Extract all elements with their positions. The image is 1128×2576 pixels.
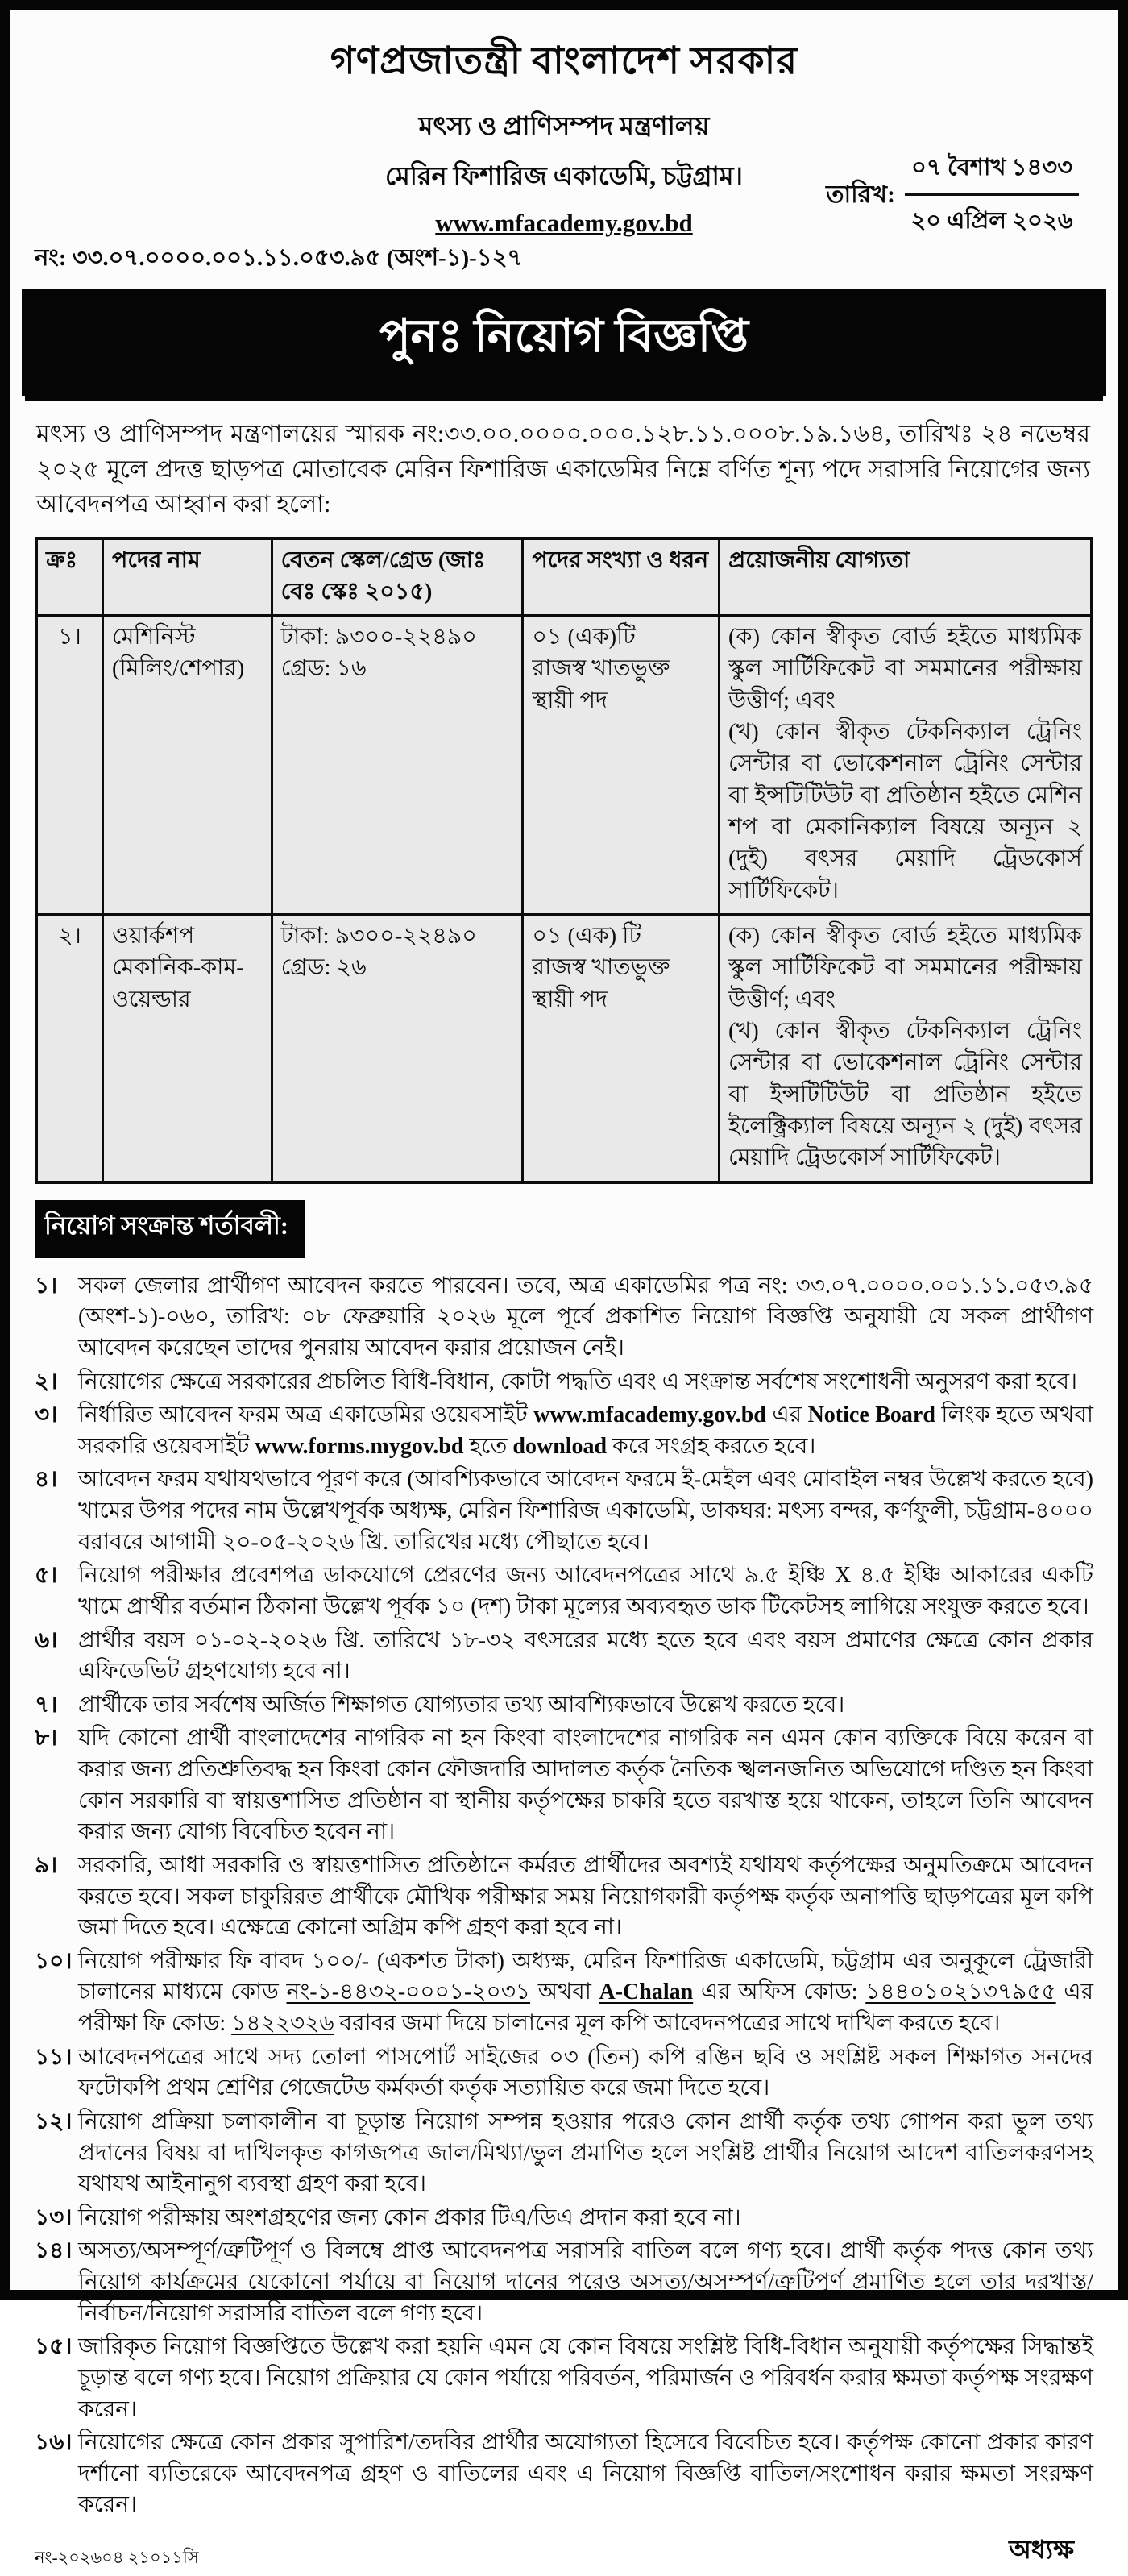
intro-paragraph: মৎস্য ও প্রাণিসম্পদ মন্ত্রণালয়ের স্মারক নং:৩৩.০০.০০০০.০০০.১২৮.১১.০০০৮.১৯.১৬৪, তারিখঃ ২৪ নভেম্বর ২০২৫ মূলে প্রদত্ত ছাড়পত্র মোতাবেক মেরিন ফিশারিজ একাডেমির নিম্নে বর্ণিত শূন্য পদে সরাসরি নিয়োগের জন্য আবেদনপত্র আহ্বান করা হলো: [36,421,1090,517]
row1-pay: টাকা: ৯৩০০-২২৪৯০ গ্রেড: ১৬ [272,616,523,915]
date-block [826,149,1079,242]
condition-text: সরকারি, আধা সরকারি ও স্বায়ত্তশাসিত প্রতিষ্ঠানে কর্মরত প্রার্থীদের অবশ্যই যথাযথ কর্তৃপক্ষের অনুমতিক্রমে আবেদন করতে হবে। সকল চাকুরিরত প্রার্থীকে মৌখিক পরীক্ষার সময় নিয়োগকারী কর্তৃপক্ষ কর্তৃক অনাপত্তি ছাড়পত্রের মূল কপি জমা দিতে হবে। এক্ষেত্রে কোনো অগ্রিম কপি গ্রহণ করা হবে না। [78,1852,1093,1941]
col-header-pay: বেতন স্কেল/গ্রেড (জাঃ বেঃ স্কেঃ ২০১৫) [272,538,523,616]
condition-number: ১১। [35,2044,73,2070]
condition-number: ৩। [35,1402,58,1428]
condition-text: নিয়োগ প্রক্রিয়া চলাকালীন বা চূড়ান্ত নিয়োগ সম্পন্ন হওয়ার পরেও কোন প্রার্থী কর্তৃক তথ্য গোপন করা ভুল তথ্য প্রদানের বিষয় বা দাখিলকৃত কাগজপত্র জাল/মিথ্যা/ভুল প্রমাণিত হলে সংশ্লিষ্ট প্রার্থীর নিয়োগ আদেশ বাতিলকরণসহ যথাযথ আইনানুগ ব্যবস্থা গ্রহণ করা হবে। [78,2109,1093,2197]
row2-sl: ২। [36,915,103,1182]
condition-item [35,1851,1093,1944]
condition-item [35,2236,1093,2329]
condition-number: ৭। [35,1692,58,1718]
condition-item [35,1400,1093,1462]
ministry-name: মৎস্য ও প্রাণিসম্পদ মন্ত্রণালয় [418,111,710,140]
condition-item [35,2332,1093,2425]
condition-item [35,1626,1093,1688]
condition-item [35,2107,1093,2200]
col-header-qualification: প্রয়োজনীয় যোগ্যতা [720,538,1092,616]
condition-text: যদি কোনো প্রার্থী বাংলাদেশের নাগরিক না হন কিংবা বাংলাদেশের নাগরিক নন এমন কোন ব্যক্তিকে বিয়ে করেন বা করার জন্য প্রতিশ্রুতিবদ্ধ হন কিংবা কোন ফৌজদারি আদালত কর্তৃক নৈতিক স্খলনজনিত অভিযোগে দণ্ডিত হন কিংবা কোন সরকারি বা স্বায়ত্তশাসিত প্রতিষ্ঠান বা স্থানীয় কর্তৃপক্ষের চাকরি হতে বরখাস্ত হয়ে থাকেন, তাহলে তিনি আবেদন করার জন্য যোগ্য বিবেচিত হবেন না। [78,1726,1093,1845]
date-gregorian: ২০ এপ্রিল ২০২৬ [910,208,1073,234]
condition-number: ১০। [35,1948,73,1974]
col-header-sl: ক্রঃ [36,538,103,616]
condition-text: নিয়োগ পরীক্ষার প্রবেশপত্র ডাকযোগে প্রেরণের জন্য আবেদনপত্রের সাথে ৯.৫ ইঞ্চি X ৪.৫ ইঞ্চি আকারের একটি খামে প্রার্থীর বর্তমান ঠিকানা উল্লেখ পূর্বক ১০ (দশ) টাকা মূল্যের অব্যবহৃত ডাক টিকেটসহ লাগিয়ে সংযুক্ত করতে হবে। [78,1563,1093,1619]
condition-text: নিয়োগের ক্ষেত্রে কোন প্রকার সুপারিশ/তদবির প্রার্থীর অযোগ্যতা হিসেবে বিবেচিত হবে। কর্তৃপক্ষ কোনো প্রকার কারণ দর্শানো ব্যতিরেকে আবেদনপত্র গ্রহণ ও বাতিলের এবং এ নিয়োগ বিজ্ঞপ্তি বাতিল/সংশোধন করার ক্ষমতা সংরক্ষণ করেন। [78,2430,1093,2518]
condition-text: নির্ধারিত আবেদন ফরম অত্র একাডেমির ওয়েবসাইট www.mfacademy.gov.bd এর Notice Board লিংক হতে অথবা সরকারি ওয়েবসাইট www.forms.mygov.bd হতে download করে সংগ্রহ করতে হবে। [78,1402,1094,1459]
condition-text: সকল জেলার প্রার্থীগণ আবেদন করতে পারবেন। তবে, অত্র একাডেমির পত্র নং: ৩৩.০৭.০০০০.০০১.১১.০৫৩.৯৫ (অংশ-১)-০৬০, তারিখ: ০৮ ফেব্রুয়ারি ২০২৬ মূলে পূর্বে প্রকাশিত নিয়োগ বিজ্ঞপ্তি অনুযায়ী যে সকল প্রার্থীগণ আবেদন করেছেন তাদের পুনরায় আবেদন করার প্রয়োজন নেই। [78,1273,1093,1361]
table-row [36,915,1092,1182]
condition-number: ১৫। [35,2334,73,2360]
condition-number: ৮। [35,1726,58,1751]
conditions-heading: নিয়োগ সংক্রান্ত শর্তাবলী: [35,1200,305,1258]
date-label: তারিখ: [825,181,895,208]
col-header-count: পদের সংখ্যা ও ধরন [523,538,720,616]
row1-qualification: (ক) কোন স্বীকৃত বোর্ড হইতে মাধ্যমিক স্কুল সার্টিফিকেট বা সমমানের পরীক্ষায় উত্তীর্ণ; এবং (খ) কোন স্বীকৃত টেকনিক্যাল ট্রেনিং সেন্টার বা ভোকেশনাল ট্রেনিং সেন্টার বা ইন্সটিটিউট বা প্রতিষ্ঠান হইতে মেশিন শপ বা মেকানিক্যাল বিষয়ে অন্যূন ২ (দুই) বৎসর মেয়াদি ট্রেডকোর্স সার্টিফিকেট। [720,616,1092,915]
row2-qualification: (ক) কোন স্বীকৃত বোর্ড হইতে মাধ্যমিক স্কুল সার্টিফিকেট বা সমমানের পরীক্ষায় উত্তীর্ণ; এবং (খ) কোন স্বীকৃত টেকনিক্যাল ট্রেনিং সেন্টার বা ভোকেশনাল ট্রেনিং সেন্টার বা ইন্সটিটিউট বা প্রতিষ্ঠান হইতে ইলেক্ট্রিক্যাল বিষয়ে অন্যূন ২ (দুই) বৎসর মেয়াদি ট্রেডকোর্স সার্টিফিকেট। [720,915,1092,1182]
condition-number: ৫। [35,1563,58,1589]
condition-text: আবেদন ফরম যথাযথভাবে পূরণ করে (আবশ্যিকভাবে আবেদন ফরমে ই-মেইল এবং মোবাইল নম্বর উল্লেখ করতে হবে) খামের উপর পদের নাম উল্লেখপূর্বক অধ্যক্ষ, মেরিন ফিশারিজ একাডেমি, ডাকঘর: মৎস্য বন্দর, কর্ণফুলী, চট্টগ্রাম-৪০০০ বরাবরে আগামী ২০-০৫-২০২৬ খ্রি. তারিখের মধ্যে পৌছাতে হবে। [78,1467,1093,1555]
row1-sl: ১। [36,616,103,915]
conditions-list [35,1271,1093,2521]
notice-title-bar: পুনঃ নিয়োগ বিজ্ঞপ্তি [22,289,1106,396]
row2-count: ০১ (এক) টি রাজস্ব খাতভুক্ত স্থায়ী পদ [523,915,720,1182]
row1-count: ০১ (এক)টি রাজস্ব খাতভুক্ত স্থায়ী পদ [523,616,720,915]
condition-number: ১৬। [35,2430,73,2456]
condition-item [35,1690,1093,1722]
condition-item [35,1723,1093,1848]
condition-number: ৪। [35,1467,58,1493]
condition-number: ১৪। [35,2238,73,2264]
condition-item [35,2203,1093,2234]
print-reference: নং-২০২৬০৪ ২১০১১সি [35,2548,199,2568]
condition-number: ১৩। [35,2204,73,2230]
col-header-post: পদের নাম [103,538,272,616]
condition-number: ৯। [35,1852,58,1878]
row1-post: মেশিনিস্ট (মিলিং/শেপার) [103,616,272,915]
condition-item [35,1367,1093,1398]
condition-text: নিয়োগ পরীক্ষায় অংশগ্রহণের জন্য কোন প্রকার টিএ/ডিএ প্রদান করা হবে না। [78,2204,741,2230]
academy-name: মেরিন ফিশারিজ একাডেমি, চট্টগ্রাম। [384,161,743,190]
condition-item [35,1560,1093,1622]
condition-number: ১। [35,1273,58,1298]
table-header-row [36,538,1092,616]
condition-item [35,1465,1093,1558]
condition-item [35,1947,1093,2040]
row2-pay: টাকা: ৯৩০০-২২৪৯০ গ্রেড: ২৬ [272,915,523,1182]
date-bangla: ০৭ বৈশাখ ১৪৩৩ [905,149,1079,196]
signature-principal: অধ্যক্ষ [1009,2535,1074,2565]
condition-text: প্রার্থীর বয়স ০১-০২-২০২৬ খ্রি. তারিখে ১৮-৩২ বৎসরের মধ্যে হতে হবে এবং বয়স প্রমাণের ক্ষেত্রে কোন প্রকার এফিডেভিট গ্রহণযোগ্য হবে না। [78,1627,1093,1685]
condition-item [35,1271,1093,1365]
condition-item [35,2042,1093,2104]
date-values [905,149,1079,242]
condition-text: জারিকৃত নিয়োগ বিজ্ঞপ্তিতে উল্লেখ করা হয়নি এমন যে কোন বিষয়ে সংশ্লিষ্ট বিধি-বিধান অনুযায়ী কর্তৃপক্ষের সিদ্ধান্তই চূড়ান্ত বলে গণ্য হবে। নিয়োগ প্রক্রিয়ার যে কোন পর্যায়ে পরিবর্তন, পরিমার্জন ও পরিবর্ধন করার ক্ষমতা কর্তৃপক্ষ সংরক্ষণ করেন। [78,2334,1093,2422]
condition-item [35,2428,1093,2521]
condition-text: প্রার্থীকে তার সর্বশেষ অর্জিত শিক্ষাগত যোগ্যতার তথ্য আবশ্যিকভাবে উল্লেখ করতে হবে। [78,1692,845,1718]
condition-text: অসত্য/অসম্পূর্ণ/ত্রুটিপূর্ণ ও বিলম্বে প্রাপ্ত আবেদনপত্র সরাসরি বাতিল বলে গণ্য হবে। প্রার্থী কর্তৃক পদত্ত কোন তথ্য নিয়োগ কার্যক্রমের যেকোনো পর্যায়ে বা নিয়োগ দানের পরেও অসত্য/অসম্পূর্ণ/ত্রুটিপূর্ণ প্রমাণিত হলে তার দরখাস্ত/নির্বাচন/নিয়োগ সরাসরি বাতিল বলে গণ্য হবে। [78,2238,1093,2326]
academy-website: www.mfacademy.gov.bd [435,209,693,237]
memo-number: নং: ৩৩.০৭.০০০০.০০১.১১.০৫৩.৯৫ (অংশ-১)-১২৭ [35,245,523,271]
government-name: গণপ্রজাতন্ত্রী বাংলাদেশ সরকার [330,40,798,82]
condition-number: ৬। [35,1627,58,1653]
condition-text: আবেদনপত্রের সাথে সদ্য তোলা পাসপোর্ট সাইজের ০৩ (তিন) কপি রঙিন ছবি ও সংশ্লিষ্ট সকল শিক্ষাগত সনদের ফটোকপি প্রথম শ্রেণির গেজেটেড কর্মকর্তা কর্তৃক সত্যায়িত করে জমা দিতে হবে। [78,2044,1093,2101]
condition-text: নিয়োগ পরীক্ষার ফি বাবদ ১০০/- (একশত টাকা) অধ্যক্ষ, মেরিন ফিশারিজ একাডেমি, চট্টগ্রাম এর অনুকূলে ট্রেজারী চালানের মাধ্যমে কোড নং-১-৪৪৩২-০০০১-২০৩১ অথবা A-Chalan এর অফিস কোড: ১৪৪০১০২১৩৭৯৫৫ এর পরীক্ষা ফি কোড: ১৪২২৩২৬ বরাবর জমা দিয়ে চালানের মূল কপি আবেদনপত্রের সাথে দাখিল করতে হবে। [78,1948,1094,2037]
table-row [36,616,1092,915]
vacancy-table [35,537,1093,1184]
condition-number: ২। [35,1369,58,1394]
row2-post: ওয়ার্কশপ মেকানিক-কাম- ওয়েল্ডার [103,915,272,1182]
condition-number: ১২। [35,2109,73,2134]
document-footer [35,2529,1093,2576]
condition-text: নিয়োগের ক্ষেত্রে সরকারের প্রচলিত বিধি-বিধান, কোটা পদ্ধতি এবং এ সংক্রান্ত সর্বশেষ সংশোধনী অনুসরণ করা হবে। [78,1369,1078,1394]
